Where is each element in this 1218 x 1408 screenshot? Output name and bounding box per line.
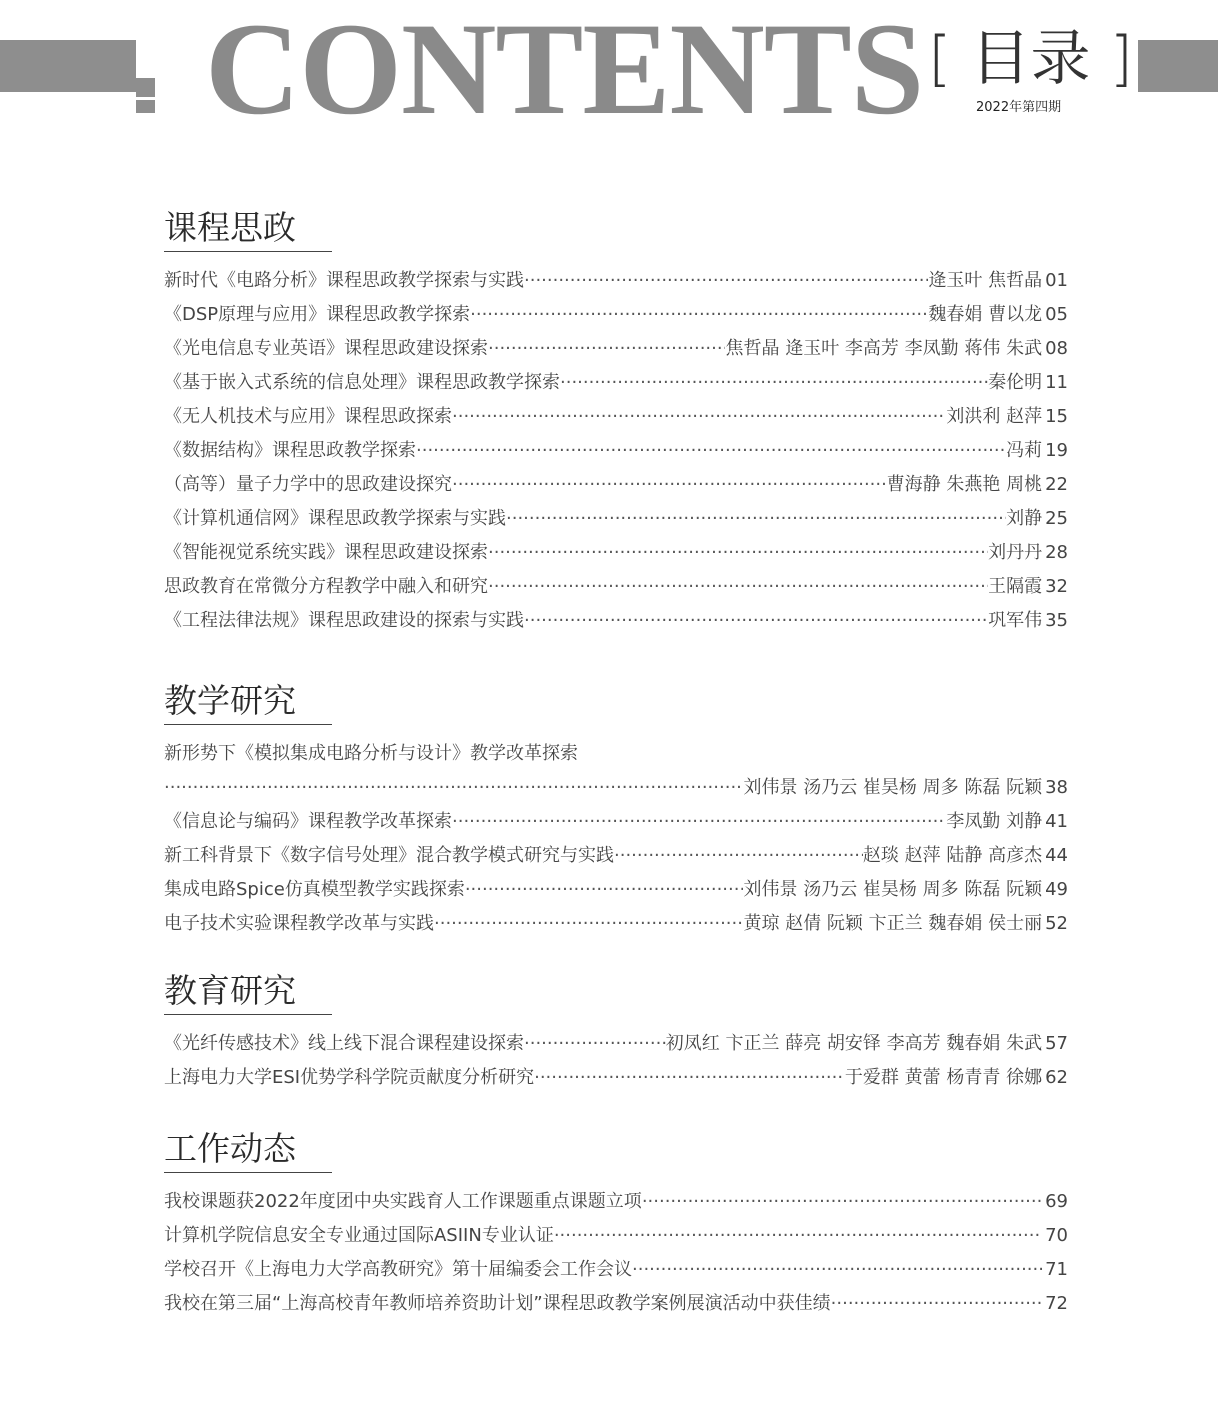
toc-list bbox=[164, 264, 1068, 638]
entry-title: 《DSP原理与应用》课程思政教学探索 bbox=[164, 304, 471, 325]
toc-entry[interactable] bbox=[164, 502, 1068, 536]
toc-list bbox=[164, 737, 1068, 941]
entry-page: 01 bbox=[1045, 270, 1068, 291]
entry-title: 学校召开《上海电力大学高教研究》第十届编委会工作会议 bbox=[164, 1259, 632, 1280]
leader-dots bbox=[560, 366, 988, 400]
entry-authors: 魏春娟 曹以龙 bbox=[928, 304, 1043, 325]
leader-dots bbox=[488, 332, 725, 366]
leader-dots bbox=[642, 1185, 1042, 1219]
toc-entry[interactable] bbox=[164, 434, 1068, 468]
entry-page: 52 bbox=[1045, 913, 1068, 934]
entry-page: 05 bbox=[1045, 304, 1068, 325]
leader-dots bbox=[465, 873, 744, 907]
leader-dots bbox=[534, 1061, 845, 1095]
entry-title: 《光电信息专业英语》课程思政建设探索 bbox=[164, 338, 488, 359]
toc-entry[interactable] bbox=[164, 332, 1068, 366]
toc-entry[interactable] bbox=[164, 536, 1068, 570]
entry-title: （高等）量子力学中的思政建设探究 bbox=[164, 474, 452, 495]
toc-entry[interactable] bbox=[164, 400, 1068, 434]
section-jiaoxue-yanjiu bbox=[164, 680, 1068, 941]
leader-dots bbox=[470, 298, 928, 332]
entry-title: 《智能视觉系统实践》课程思政建设探索 bbox=[164, 542, 488, 563]
leader-dots bbox=[632, 1253, 1042, 1287]
entry-title: 上海电力大学ESI优势学科学院贡献度分析研究 bbox=[164, 1067, 535, 1088]
toc-entry[interactable] bbox=[164, 366, 1068, 400]
toc-entry[interactable] bbox=[164, 1061, 1068, 1095]
entry-authors: 刘伟景 汤乃云 崔昊杨 周多 陈磊 阮颖 bbox=[743, 879, 1043, 900]
leader-dots bbox=[831, 1287, 1042, 1321]
entry-title: 《信息论与编码》课程教学改革探索 bbox=[164, 811, 452, 832]
leader-dots bbox=[416, 434, 1006, 468]
entry-authors: 黄琼 赵倩 阮颖 卞正兰 魏春娟 侯士丽 bbox=[743, 913, 1043, 934]
toc-list bbox=[164, 1185, 1068, 1321]
entry-title: 集成电路Spice仿真模型教学实践探索 bbox=[164, 879, 465, 900]
toc-entry[interactable] bbox=[164, 468, 1068, 502]
entry-authors: 刘丹丹 bbox=[988, 542, 1043, 563]
entry-page: 08 bbox=[1045, 338, 1068, 359]
toc-entry[interactable] bbox=[164, 1027, 1068, 1061]
section-title: 教育研究 bbox=[164, 970, 332, 1015]
leader-dots bbox=[506, 502, 1006, 536]
toc-entry[interactable] bbox=[164, 839, 1068, 873]
entry-authors: 焦哲晶 逄玉叶 李高芳 李凤勤 蒋伟 朱武 bbox=[725, 338, 1043, 359]
entry-page: 71 bbox=[1045, 1259, 1068, 1280]
entry-authors: 李凤勤 刘静 bbox=[946, 811, 1043, 832]
entry-title: 《基于嵌入式系统的信息处理》课程思政教学探索 bbox=[164, 372, 560, 393]
entry-page: 69 bbox=[1045, 1191, 1068, 1212]
bracket-close: ] bbox=[1109, 24, 1133, 94]
entry-authors: 刘静 bbox=[1006, 508, 1043, 529]
entry-page: 32 bbox=[1045, 576, 1068, 597]
entry-page: 35 bbox=[1045, 610, 1068, 631]
entry-title: 《光纤传感技术》线上线下混合课程建设探索 bbox=[164, 1033, 524, 1054]
leader-dots bbox=[614, 839, 863, 873]
leader-dots bbox=[524, 264, 928, 298]
section-title: 教学研究 bbox=[164, 680, 332, 725]
entry-authors: 刘伟景 汤乃云 崔昊杨 周多 陈磊 阮颖 bbox=[743, 777, 1043, 798]
leader-dots bbox=[452, 468, 887, 502]
entry-authors: 冯莉 bbox=[1006, 440, 1043, 461]
entry-page: 28 bbox=[1045, 542, 1068, 563]
bracket-open: [ bbox=[928, 24, 952, 94]
leader-dots bbox=[524, 604, 988, 638]
entry-title: 我校在第三届“上海高校青年教师培养资助计划”课程思政教学案例展演活动中获佳绩 bbox=[164, 1293, 831, 1314]
entry-authors: 逄玉叶 焦哲晶 bbox=[928, 270, 1043, 291]
toc-entry[interactable] bbox=[164, 604, 1068, 638]
toc-entry[interactable] bbox=[164, 570, 1068, 604]
entry-page: 11 bbox=[1045, 372, 1068, 393]
entry-page: 15 bbox=[1045, 406, 1068, 427]
entry-authors: 刘洪利 赵萍 bbox=[946, 406, 1043, 427]
section-title: 工作动态 bbox=[164, 1128, 332, 1173]
entry-title: 新工科背景下《数字信号处理》混合教学模式研究与实践 bbox=[164, 845, 614, 866]
entry-page: 19 bbox=[1045, 440, 1068, 461]
entry-authors: 赵琰 赵萍 陆静 高彦杰 bbox=[862, 845, 1043, 866]
entry-title: 电子技术实验课程教学改革与实践 bbox=[164, 913, 434, 934]
entry-title: 《无人机技术与应用》课程思政探索 bbox=[164, 406, 452, 427]
header-square-decoration bbox=[136, 100, 155, 113]
toc-entry[interactable] bbox=[164, 1287, 1068, 1321]
header-square-decoration bbox=[136, 78, 155, 97]
entry-title-line[interactable]: 新形势下《模拟集成电路分析与设计》教学改革探索 bbox=[164, 743, 578, 764]
entry-title: 《计算机通信网》课程思政教学探索与实践 bbox=[164, 508, 506, 529]
entry-title: 《工程法律法规》课程思政建设的探索与实践 bbox=[164, 610, 524, 631]
entry-page: 57 bbox=[1045, 1033, 1068, 1054]
mulu-text: 目录 bbox=[970, 24, 1091, 94]
entry-title: 我校课题获2022年度团中央实践育人工作课题重点课题立项 bbox=[164, 1191, 642, 1212]
entry-authors: 王隔霞 bbox=[988, 576, 1043, 597]
toc-entry[interactable] bbox=[164, 873, 1068, 907]
entry-page: 41 bbox=[1045, 811, 1068, 832]
entry-title: 《数据结构》课程思政教学探索 bbox=[164, 440, 416, 461]
entry-title: 计算机学院信息安全专业通过国际ASIIN专业认证 bbox=[164, 1225, 554, 1246]
leader-dots bbox=[452, 400, 946, 434]
entry-page: 62 bbox=[1045, 1067, 1068, 1088]
leader-dots bbox=[434, 907, 743, 941]
toc-entry[interactable] bbox=[164, 1185, 1068, 1219]
entry-page: 25 bbox=[1045, 508, 1068, 529]
leader-dots bbox=[488, 536, 988, 570]
leader-dots bbox=[554, 1219, 1042, 1253]
entry-authors: 曹海静 朱燕艳 周桃 bbox=[886, 474, 1043, 495]
leader-dots bbox=[524, 1027, 666, 1061]
toc-entry[interactable] bbox=[164, 264, 1068, 298]
toc-entry[interactable] bbox=[164, 1219, 1068, 1253]
leader-dots bbox=[164, 771, 743, 805]
leader-dots bbox=[488, 570, 988, 604]
section-kecheng-sizheng bbox=[164, 207, 1068, 638]
toc-entry[interactable] bbox=[164, 1253, 1068, 1287]
header-bar-left bbox=[0, 40, 136, 92]
toc-entry[interactable] bbox=[164, 771, 1068, 805]
entry-authors: 于爱群 黄蕾 杨青青 徐娜 bbox=[844, 1067, 1043, 1088]
entry-page: 38 bbox=[1045, 777, 1068, 798]
section-title: 课程思政 bbox=[164, 207, 332, 252]
entry-page: 44 bbox=[1045, 845, 1068, 866]
entry-title: 新时代《电路分析》课程思政教学探索与实践 bbox=[164, 270, 524, 291]
leader-dots bbox=[452, 805, 946, 839]
entry-authors: 初凤红 卞正兰 薛亮 胡安铎 李高芳 魏春娟 朱武 bbox=[665, 1033, 1043, 1054]
toc-entry[interactable] bbox=[164, 907, 1068, 941]
entry-authors: 巩军伟 bbox=[988, 610, 1043, 631]
toc-entry[interactable] bbox=[164, 805, 1068, 839]
toc-entry[interactable] bbox=[164, 298, 1068, 332]
entry-page: 22 bbox=[1045, 474, 1068, 495]
section-gongzuo-dongtai bbox=[164, 1128, 1068, 1321]
toc-list bbox=[164, 1027, 1068, 1095]
entry-page: 49 bbox=[1045, 879, 1068, 900]
entry-page: 72 bbox=[1045, 1293, 1068, 1314]
issue-label: 2022年第四期 bbox=[976, 100, 1062, 115]
section-jiaoyu-yanjiu bbox=[164, 970, 1068, 1095]
contents-heading: CONTENTS bbox=[205, 0, 924, 142]
entry-title: 思政教育在常微分方程教学中融入和研究 bbox=[164, 576, 488, 597]
mulu-heading bbox=[928, 24, 1133, 94]
entry-authors: 秦伦明 bbox=[988, 372, 1043, 393]
entry-page: 70 bbox=[1045, 1225, 1068, 1246]
header-bar-right bbox=[1138, 40, 1218, 92]
